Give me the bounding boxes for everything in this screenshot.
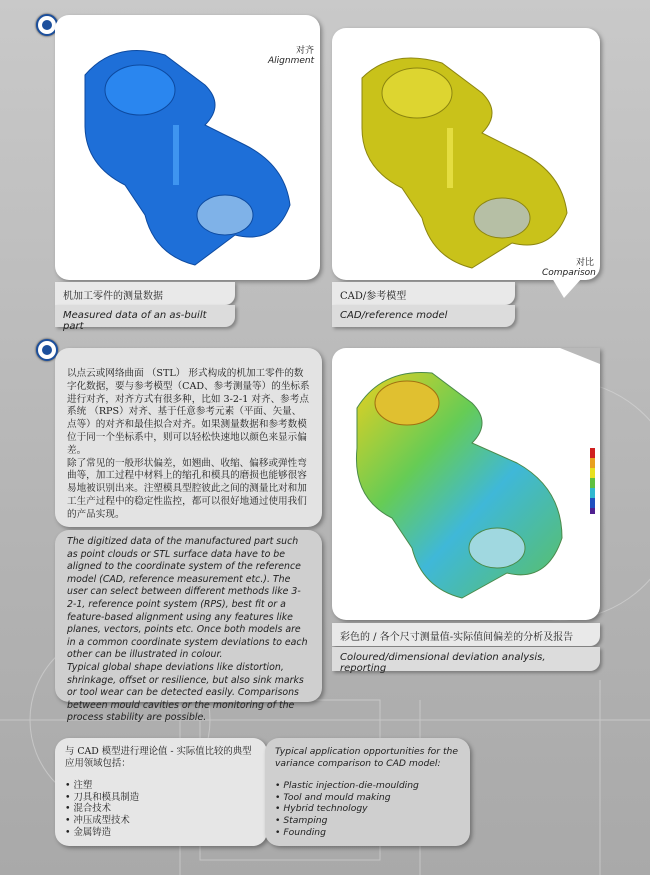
list-item: • Hybrid technology — [275, 803, 460, 815]
applications-cn-list — [65, 780, 257, 838]
alignment-cn: 对齐 — [295, 46, 314, 56]
description-cn-p1: 以点云或网络曲面 （STL） 形式构成的机加工零件的数字化数据，要与参考模型（CAD、参考测量等）的坐标系进行对齐，对齐方式有很多种，比如 3-2-1 对齐、参考点系统 （RPS）对齐、基于任意参考元素（平面、矢量、点等）的对齐和最佳拟合对齐。如果测量数据和参考数模位于同一个坐标系中，则可以轻松快速地以颜色来显示偏差。 — [67, 368, 310, 456]
list-item: • 金属铸造 — [65, 827, 257, 839]
comparison-cn: 对比 — [575, 258, 594, 268]
deviation-image — [332, 348, 600, 620]
deviation-label-cn: 彩色的 / 各个尺寸测量值-实际值间偏差的分析及报告 — [332, 623, 600, 646]
description-en-p1: The digitized data of the manufactured part such as point clouds or STL surface data have to be aligned to the coordinate system of the reference model (CAD, reference measurement etc.). The user can select between different methods like 3-2-1, reference point system (RPS), best fit or a feature-based alignment using any features like planes, vectors, points etc. Once both models are in a common coordinate system deviations to each other can be illustrated in colour. — [67, 536, 308, 661]
deviation-label-en: Coloured/dimensional deviation analysis, reporting — [332, 647, 600, 671]
list-item: • Tool and mould making — [275, 792, 460, 804]
description-en-p2: Typical global shape deviations like distortion, shrinkage, offset or resilience, but also sink marks or tool wear can be detected easily. Comparisons between mould cavities or the monitoring of the process stability are possible. — [67, 661, 304, 724]
list-item: • 混合技术 — [65, 803, 257, 815]
alignment-callout — [262, 40, 320, 69]
panel-notch — [560, 348, 600, 364]
list-item: • Founding — [275, 827, 460, 839]
alignment-en: Alignment — [268, 56, 315, 66]
applications-en-list — [275, 780, 460, 838]
applications-en — [265, 738, 470, 846]
description-en — [55, 530, 322, 724]
reference-model-panel — [332, 28, 600, 280]
description-cn-p2: 除了常见的一般形状偏差，如翘曲、收缩、偏移或弹性弯曲等，加工过程中材料上的缩孔和模具的磨损也能够很容易地被识别出来。注塑模具型腔彼此之间的测量比对和加工生产过程中的稳定性监控，都可以很好地通过使用我们的产品实现。 — [67, 457, 307, 520]
reference-label-cn: CAD/参考模型 — [332, 282, 515, 305]
callout-pointer — [552, 278, 582, 300]
color-scale-legend — [590, 448, 595, 514]
list-item: • Stamping — [275, 815, 460, 827]
list-item: • 冲压成型技术 — [65, 815, 257, 827]
list-item: • 注塑 — [65, 780, 257, 792]
comparison-callout — [536, 252, 600, 281]
description-cn — [55, 348, 322, 527]
reference-label-en: CAD/reference model — [332, 305, 515, 327]
comparison-en: Comparison — [542, 268, 596, 278]
measured-label-en: Measured data of an as-built part — [55, 305, 235, 327]
reference-model-image — [332, 28, 600, 280]
applications-en-title: Typical application opportunities for the variance comparison to CAD model: — [275, 746, 459, 769]
applications-cn — [55, 738, 267, 846]
list-item: • 刀具和模具制造 — [65, 792, 257, 804]
list-item: • Plastic injection-die-moulding — [275, 780, 460, 792]
applications-cn-title: 与 CAD 模型进行理论值 - 实际值比较的典型应用领域包括： — [65, 746, 252, 769]
measured-label-cn: 机加工零件的测量数据 — [55, 282, 235, 305]
deviation-panel — [332, 348, 600, 620]
